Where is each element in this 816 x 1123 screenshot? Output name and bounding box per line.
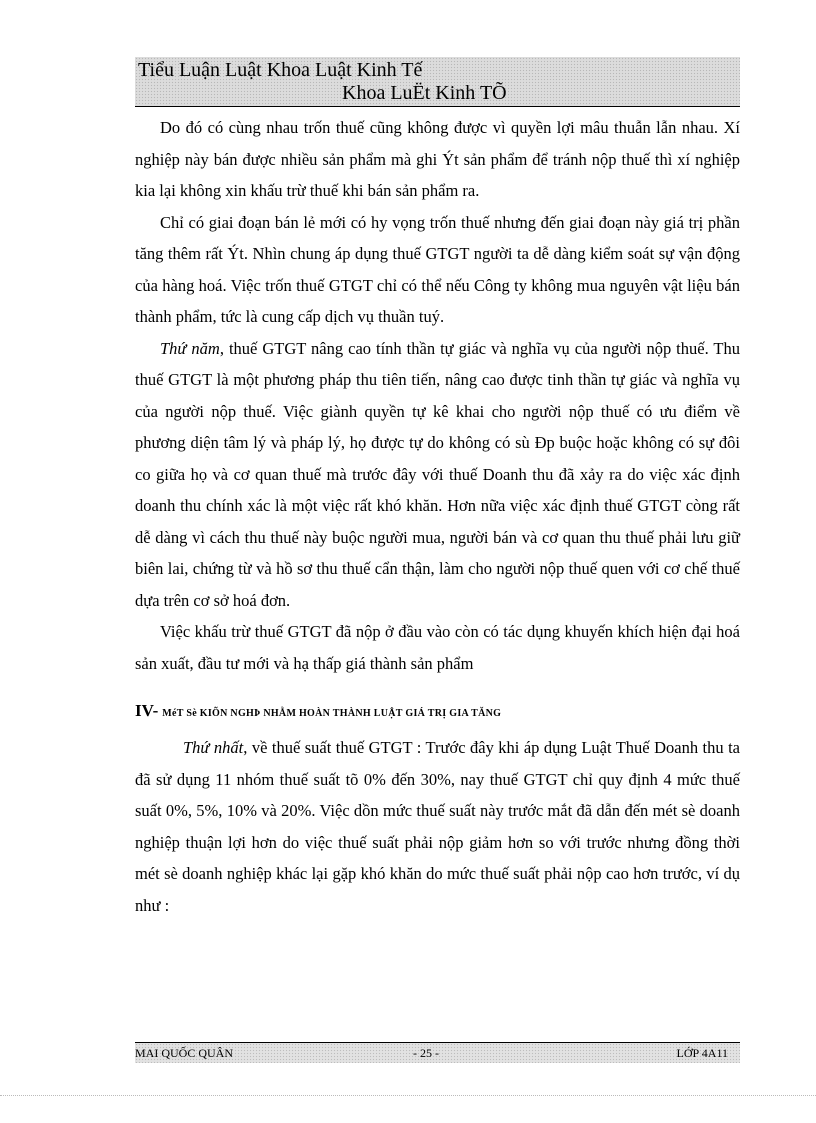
footer-class: LỚP 4A11 <box>676 1046 728 1060</box>
section-heading <box>135 699 740 726</box>
section-number: IV- <box>135 701 159 720</box>
section-title: MéT Sè KIÕN NGHÞ NHẰM HOÀN THÀNH LUẬT GIÁ TRỊ GIA TĂNG <box>162 708 502 719</box>
page-header <box>135 57 740 107</box>
paragraph-3-text: , thuế GTGT nâng cao tính thần tự giác và nghĩa vụ của người nộp thuế. Thu thuế GTGT là một phương pháp thu tiên tiến, nâng cao được tinh thần tự giác và nghĩa vụ của người nộp thuế. Việc giành quyền tự kê khai cho người nộp thuế có ưu điểm về phương diện tâm lý và pháp lý, họ được tự do không có sù Ðp buộc hoặc không có sự đôi co giữa họ và cơ quan thuế mà trước đây với thuế Doanh thu đã xảy ra do việc xác định doanh thu chính xác là một việc rất khó khăn. Hơn nữa việc xác định thuế GTGT còng rất dễ dàng vì cách thu thuế này buộc người mua, người bán và cơ quan thu thuế phải lưu giữ biên lai, chứng từ và hồ sơ thu thuế cẩn thận, làm cho người nộp thuế quen với cơ chế thuế dựa trên cơ sở hoá đơn. <box>135 338 740 610</box>
paragraph-2: Chỉ có giai đoạn bán lẻ mới có hy vọng trốn thuế nhưng đến giai đoạn này giá trị phần tăng thêm rất Ýt. Nhìn chung áp dụng thuế GTGT người ta dễ dàng kiểm soát sự vận động của hàng hoá. Việc trốn thuế GTGT chỉ có thể nếu Công ty không mua nguyên vật liệu bán thành phẩm, tức là cung cấp dịch vụ thuần tuý. <box>135 212 740 326</box>
page-footer <box>135 1042 740 1063</box>
paragraph-5-lead: Thứ nhất <box>183 738 244 757</box>
paragraph-3 <box>135 333 740 617</box>
paragraph-1: Do đó có cùng nhau trốn thuế cũng không được vì quyền lợi mâu thuẫn lẫn nhau. Xí nghiệp này bán được nhiều sản phẩm mà ghi Ýt sản phẩm để tránh nộp thuế thì xí nghiệp kia lại không xin khấu trừ thuế khi bán sản phẩm ra. <box>135 118 740 200</box>
paragraph-4: Việc khấu trừ thuế GTGT đã nộp ở đầu vào còn có tác dụng khuyến khích hiện đại hoá sản xuất, đầu tư mới và hạ thấp giá thành sản phẩm <box>135 622 740 673</box>
header-subtitle: Khoa LuËt Kinh TÕ <box>342 82 507 104</box>
page-edge-divider <box>0 1095 816 1096</box>
footer-page-number: - 25 - <box>413 1046 439 1060</box>
paragraph-5-text: , về thuế suất thuế GTGT : Trước đây khi áp dụng Luật Thuế Doanh thu ta đã sử dụng 11 nhóm thuế suất tõ 0% đến 30%, nay thuế GTGT chỉ quy định 4 mức thuế suất 0%, 5%, 10% và 20%. Việc dồn mức thuế suất này trước mắt đã dẫn đến mét sè doanh nghiệp thuận lợi hơn do việc thuế suất phải nộp giảm hơn so với trước nhưng đồng thời mét sè doanh nghiệp khác lại gặp khó khăn do mức thuế suất phải nộp cao hơn trước, ví dụ như : <box>135 738 741 915</box>
paragraph-3-lead: Thứ năm <box>160 338 220 358</box>
paragraph-5 <box>135 732 740 921</box>
document-body <box>135 112 740 921</box>
header-title: Tiểu Luận Luật Khoa Luật Kinh Tế <box>138 59 423 81</box>
footer-author: MAI QUỐC QUÂN <box>135 1046 233 1060</box>
